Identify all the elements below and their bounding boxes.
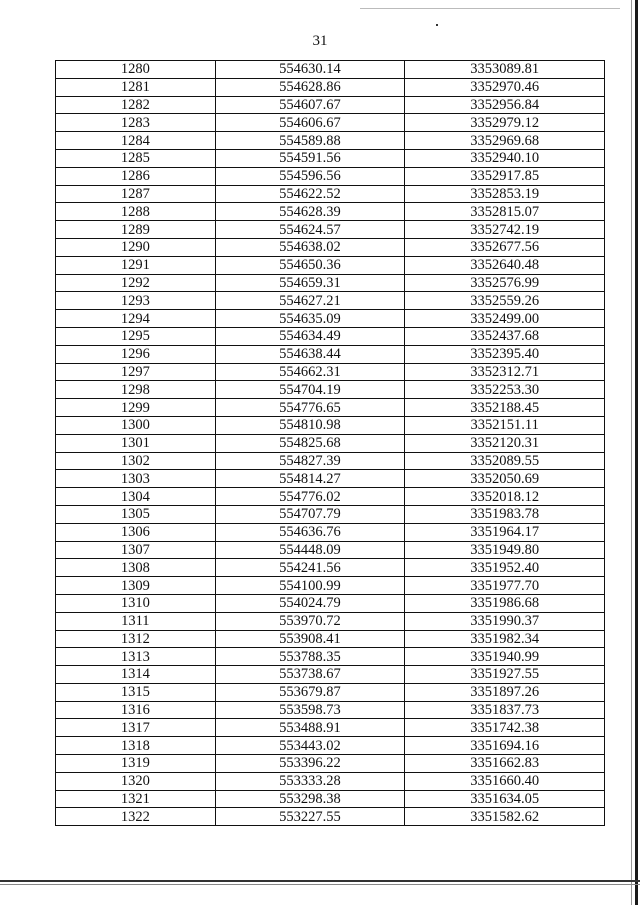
- y-coordinate-cell: 3351952.40: [405, 559, 605, 577]
- y-coordinate-cell: 3352956.84: [405, 96, 605, 114]
- table-row: [56, 221, 605, 239]
- x-coordinate-cell: 554650.36: [215, 256, 405, 274]
- x-coordinate-cell: 553908.41: [215, 630, 405, 648]
- point-number-cell: 1308: [56, 559, 216, 577]
- point-number-cell: 1318: [56, 737, 216, 755]
- x-coordinate-cell: 554448.09: [215, 541, 405, 559]
- y-coordinate-cell: 3351964.17: [405, 523, 605, 541]
- y-coordinate-cell: 3352395.40: [405, 345, 605, 363]
- table-row: [56, 132, 605, 150]
- page-number: 31: [312, 33, 328, 49]
- point-number-cell: 1296: [56, 345, 216, 363]
- x-coordinate-cell: 553396.22: [215, 755, 405, 773]
- x-coordinate-cell: 553679.87: [215, 683, 405, 701]
- y-coordinate-cell: 3352640.48: [405, 256, 605, 274]
- point-number-cell: 1313: [56, 648, 216, 666]
- point-number-cell: 1297: [56, 363, 216, 381]
- y-coordinate-cell: 3352188.45: [405, 399, 605, 417]
- y-coordinate-cell: 3352089.55: [405, 452, 605, 470]
- scan-speck: [436, 24, 438, 26]
- point-number-cell: 1304: [56, 488, 216, 506]
- table-row: [56, 630, 605, 648]
- point-number-cell: 1315: [56, 683, 216, 701]
- page-edge-line: [631, 0, 632, 905]
- page-edge-border: [635, 0, 638, 905]
- table-row: [56, 363, 605, 381]
- point-number-cell: 1310: [56, 594, 216, 612]
- y-coordinate-cell: 3351940.99: [405, 648, 605, 666]
- table-row: [56, 612, 605, 630]
- table-row: [56, 61, 605, 79]
- x-coordinate-cell: 553227.55: [215, 808, 405, 826]
- table-row: [56, 790, 605, 808]
- point-number-cell: 1314: [56, 666, 216, 684]
- point-number-cell: 1299: [56, 399, 216, 417]
- x-coordinate-cell: 554627.21: [215, 292, 405, 310]
- x-coordinate-cell: 553333.28: [215, 772, 405, 790]
- x-coordinate-cell: 554596.56: [215, 167, 405, 185]
- y-coordinate-cell: 3351694.16: [405, 737, 605, 755]
- x-coordinate-cell: 554638.44: [215, 345, 405, 363]
- table-row: [56, 256, 605, 274]
- point-number-cell: 1311: [56, 612, 216, 630]
- table-row: [56, 470, 605, 488]
- y-coordinate-cell: 3352677.56: [405, 238, 605, 256]
- y-coordinate-cell: 3351990.37: [405, 612, 605, 630]
- x-coordinate-cell: 554827.39: [215, 452, 405, 470]
- table-row: [56, 737, 605, 755]
- point-number-cell: 1301: [56, 434, 216, 452]
- x-coordinate-cell: 553598.73: [215, 701, 405, 719]
- y-coordinate-cell: 3352559.26: [405, 292, 605, 310]
- y-coordinate-cell: 3351986.68: [405, 594, 605, 612]
- x-coordinate-cell: 553788.35: [215, 648, 405, 666]
- y-coordinate-cell: 3352312.71: [405, 363, 605, 381]
- x-coordinate-cell: 554589.88: [215, 132, 405, 150]
- x-coordinate-cell: 554636.76: [215, 523, 405, 541]
- table-row: [56, 327, 605, 345]
- point-number-cell: 1289: [56, 221, 216, 239]
- point-number-cell: 1286: [56, 167, 216, 185]
- table-row: [56, 719, 605, 737]
- point-number-cell: 1287: [56, 185, 216, 203]
- x-coordinate-cell: 554607.67: [215, 96, 405, 114]
- table-row: [56, 772, 605, 790]
- bottom-rule: [0, 880, 640, 882]
- table-row: [56, 96, 605, 114]
- table-row: [56, 755, 605, 773]
- x-coordinate-cell: 554659.31: [215, 274, 405, 292]
- x-coordinate-cell: 554024.79: [215, 594, 405, 612]
- x-coordinate-cell: 554100.99: [215, 577, 405, 595]
- y-coordinate-cell: 3351582.62: [405, 808, 605, 826]
- y-coordinate-cell: 3352853.19: [405, 185, 605, 203]
- point-number-cell: 1316: [56, 701, 216, 719]
- y-coordinate-cell: 3352050.69: [405, 470, 605, 488]
- point-number-cell: 1319: [56, 755, 216, 773]
- table-row: [56, 488, 605, 506]
- y-coordinate-cell: 3351662.83: [405, 755, 605, 773]
- top-rule: [360, 8, 620, 9]
- y-coordinate-cell: 3352151.11: [405, 416, 605, 434]
- point-number-cell: 1295: [56, 327, 216, 345]
- point-number-cell: 1300: [56, 416, 216, 434]
- y-coordinate-cell: 3352970.46: [405, 78, 605, 96]
- y-coordinate-cell: 3352917.85: [405, 167, 605, 185]
- coordinates-table: [55, 60, 605, 826]
- y-coordinate-cell: 3352815.07: [405, 203, 605, 221]
- y-coordinate-cell: 3351897.26: [405, 683, 605, 701]
- point-number-cell: 1298: [56, 381, 216, 399]
- y-coordinate-cell: 3353089.81: [405, 61, 605, 79]
- bottom-rule-secondary: [0, 884, 640, 885]
- x-coordinate-cell: 554241.56: [215, 559, 405, 577]
- y-coordinate-cell: 3352120.31: [405, 434, 605, 452]
- y-coordinate-cell: 3352979.12: [405, 114, 605, 132]
- point-number-cell: 1280: [56, 61, 216, 79]
- table-row: [56, 416, 605, 434]
- point-number-cell: 1312: [56, 630, 216, 648]
- x-coordinate-cell: 554591.56: [215, 149, 405, 167]
- point-number-cell: 1317: [56, 719, 216, 737]
- y-coordinate-cell: 3351742.38: [405, 719, 605, 737]
- point-number-cell: 1294: [56, 310, 216, 328]
- table-row: [56, 523, 605, 541]
- point-number-cell: 1281: [56, 78, 216, 96]
- table-row: [56, 345, 605, 363]
- y-coordinate-cell: 3351634.05: [405, 790, 605, 808]
- x-coordinate-cell: 554628.39: [215, 203, 405, 221]
- table-row: [56, 238, 605, 256]
- table-row: [56, 399, 605, 417]
- point-number-cell: 1293: [56, 292, 216, 310]
- point-number-cell: 1291: [56, 256, 216, 274]
- y-coordinate-cell: 3352742.19: [405, 221, 605, 239]
- point-number-cell: 1283: [56, 114, 216, 132]
- y-coordinate-cell: 3351949.80: [405, 541, 605, 559]
- x-coordinate-cell: 554825.68: [215, 434, 405, 452]
- table-row: [56, 185, 605, 203]
- y-coordinate-cell: 3351982.34: [405, 630, 605, 648]
- table-row: [56, 559, 605, 577]
- table-row: [56, 78, 605, 96]
- y-coordinate-cell: 3351977.70: [405, 577, 605, 595]
- point-number-cell: 1288: [56, 203, 216, 221]
- table-row: [56, 452, 605, 470]
- y-coordinate-cell: 3352018.12: [405, 488, 605, 506]
- x-coordinate-cell: 554704.19: [215, 381, 405, 399]
- table-row: [56, 310, 605, 328]
- point-number-cell: 1320: [56, 772, 216, 790]
- y-coordinate-cell: 3352437.68: [405, 327, 605, 345]
- y-coordinate-cell: 3351837.73: [405, 701, 605, 719]
- point-number-cell: 1290: [56, 238, 216, 256]
- table-row: [56, 648, 605, 666]
- x-coordinate-cell: 554707.79: [215, 505, 405, 523]
- x-coordinate-cell: 553970.72: [215, 612, 405, 630]
- point-number-cell: 1307: [56, 541, 216, 559]
- point-number-cell: 1284: [56, 132, 216, 150]
- y-coordinate-cell: 3352253.30: [405, 381, 605, 399]
- table-row: [56, 683, 605, 701]
- table-row: [56, 292, 605, 310]
- x-coordinate-cell: 554638.02: [215, 238, 405, 256]
- table-row: [56, 577, 605, 595]
- table-row: [56, 808, 605, 826]
- x-coordinate-cell: 554622.52: [215, 185, 405, 203]
- x-coordinate-cell: 554662.31: [215, 363, 405, 381]
- table-row: [56, 381, 605, 399]
- y-coordinate-cell: 3352940.10: [405, 149, 605, 167]
- y-coordinate-cell: 3352969.68: [405, 132, 605, 150]
- x-coordinate-cell: 554628.86: [215, 78, 405, 96]
- table-row: [56, 167, 605, 185]
- x-coordinate-cell: 554635.09: [215, 310, 405, 328]
- point-number-cell: 1302: [56, 452, 216, 470]
- x-coordinate-cell: 554810.98: [215, 416, 405, 434]
- table-row: [56, 666, 605, 684]
- x-coordinate-cell: 554634.49: [215, 327, 405, 345]
- table-row: [56, 203, 605, 221]
- point-number-cell: 1303: [56, 470, 216, 488]
- y-coordinate-cell: 3351927.55: [405, 666, 605, 684]
- table-row: [56, 701, 605, 719]
- x-coordinate-cell: 554630.14: [215, 61, 405, 79]
- point-number-cell: 1282: [56, 96, 216, 114]
- y-coordinate-cell: 3351983.78: [405, 505, 605, 523]
- x-coordinate-cell: 554776.65: [215, 399, 405, 417]
- y-coordinate-cell: 3352499.00: [405, 310, 605, 328]
- x-coordinate-cell: 553738.67: [215, 666, 405, 684]
- point-number-cell: 1321: [56, 790, 216, 808]
- y-coordinate-cell: 3352576.99: [405, 274, 605, 292]
- x-coordinate-cell: 553298.38: [215, 790, 405, 808]
- table-row: [56, 114, 605, 132]
- point-number-cell: 1322: [56, 808, 216, 826]
- point-number-cell: 1309: [56, 577, 216, 595]
- table-row: [56, 149, 605, 167]
- coordinates-table-body: [56, 61, 605, 826]
- y-coordinate-cell: 3351660.40: [405, 772, 605, 790]
- table-row: [56, 541, 605, 559]
- table-row: [56, 434, 605, 452]
- x-coordinate-cell: 554606.67: [215, 114, 405, 132]
- x-coordinate-cell: 554624.57: [215, 221, 405, 239]
- x-coordinate-cell: 553488.91: [215, 719, 405, 737]
- x-coordinate-cell: 554814.27: [215, 470, 405, 488]
- table-row: [56, 594, 605, 612]
- x-coordinate-cell: 553443.02: [215, 737, 405, 755]
- point-number-cell: 1292: [56, 274, 216, 292]
- table-row: [56, 274, 605, 292]
- point-number-cell: 1306: [56, 523, 216, 541]
- table-row: [56, 505, 605, 523]
- point-number-cell: 1305: [56, 505, 216, 523]
- x-coordinate-cell: 554776.02: [215, 488, 405, 506]
- point-number-cell: 1285: [56, 149, 216, 167]
